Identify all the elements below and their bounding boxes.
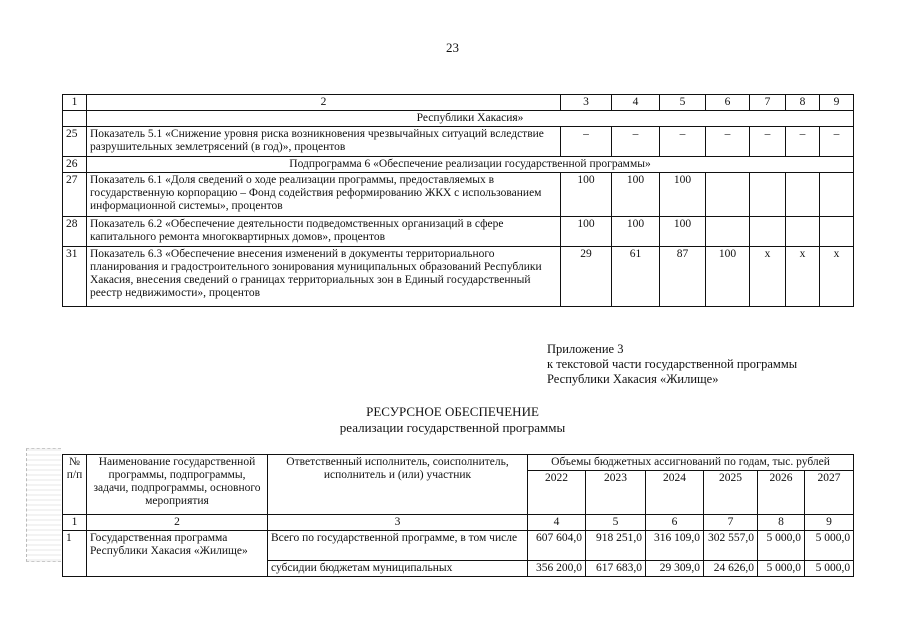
- year-cell: 2025: [704, 471, 758, 515]
- index-row: [63, 515, 854, 531]
- header-cell: № п/п: [63, 455, 87, 515]
- appendix-caption: [547, 342, 797, 387]
- amount-cell: 5 000,0: [758, 531, 805, 561]
- indicator-name: Показатель 6.3 «Обеспечение внесения изменений в документы территориального планирования и градостроительного зонирования муниципальных образований Республики Хакасия, внесения сведений о границах территориальных зон в Единый государственный реестр недвижимости», процентов: [87, 247, 561, 307]
- value-cell: 100: [561, 217, 612, 247]
- header-cell: 2: [87, 95, 561, 111]
- value-cell: 100: [660, 217, 706, 247]
- value-cell: [706, 173, 750, 217]
- index-cell: 8: [758, 515, 805, 531]
- header-cell: Ответственный исполнитель, соисполнитель, исполнитель и (или) участник: [268, 455, 528, 515]
- index-cell: 2: [87, 515, 268, 531]
- value-cell: –: [820, 127, 854, 157]
- table-row: [63, 217, 854, 247]
- year-cell: 2024: [646, 471, 704, 515]
- row-number: 27: [63, 173, 87, 217]
- amount-cell: 356 200,0: [528, 561, 586, 577]
- executor-cell: Всего по государственной программе, в том числе: [268, 531, 528, 561]
- appendix-line: к текстовой части государственной программы: [547, 357, 798, 371]
- indicators-table: [62, 94, 854, 307]
- table-header-row: [63, 455, 854, 471]
- header-cell: Объемы бюджетных ассигнований по годам, тыс. рублей: [528, 455, 854, 471]
- section-continuation-row: [63, 111, 854, 127]
- value-cell: [786, 173, 820, 217]
- indicator-name: Показатель 6.2 «Обеспечение деятельности подведомственных организаций в сфере капитального ремонта многоквартирных домов», процентов: [87, 217, 561, 247]
- appendix-line: Приложение 3: [547, 342, 624, 356]
- header-cell: 7: [750, 95, 786, 111]
- value-cell: –: [561, 127, 612, 157]
- row-number: 26: [63, 157, 87, 173]
- appendix-line: Республики Хакасия «Жилище»: [547, 372, 719, 386]
- amount-cell: 29 309,0: [646, 561, 704, 577]
- header-cell: 3: [561, 95, 612, 111]
- amount-cell: 316 109,0: [646, 531, 704, 561]
- value-cell: 100: [612, 173, 660, 217]
- value-cell: [786, 217, 820, 247]
- value-cell: 87: [660, 247, 706, 307]
- section-row: [63, 157, 854, 173]
- section-title: Подпрограмма 6 «Обеспечение реализации государственной программы»: [87, 157, 854, 173]
- year-cell: 2023: [586, 471, 646, 515]
- row-number: 31: [63, 247, 87, 307]
- value-cell: [750, 173, 786, 217]
- header-cell: 6: [706, 95, 750, 111]
- value-cell: x: [786, 247, 820, 307]
- table-row: [63, 531, 854, 561]
- value-cell: x: [750, 247, 786, 307]
- row-number: 25: [63, 127, 87, 157]
- indicator-name: Показатель 5.1 «Снижение уровня риска возникновения чрезвычайных ситуаций вследствие разрушительных землетрясений (в год)», процентов: [87, 127, 561, 157]
- value-cell: [706, 217, 750, 247]
- value-cell: [820, 173, 854, 217]
- amount-cell: 607 604,0: [528, 531, 586, 561]
- index-cell: 6: [646, 515, 704, 531]
- value-cell: [750, 217, 786, 247]
- index-cell: 7: [704, 515, 758, 531]
- title-line: РЕСУРСНОЕ ОБЕСПЕЧЕНИЕ: [366, 404, 539, 419]
- value-cell: 100: [612, 217, 660, 247]
- margin-stamp: [26, 448, 61, 562]
- header-cell: 5: [660, 95, 706, 111]
- amount-cell: 5 000,0: [805, 531, 854, 561]
- year-cell: 2027: [805, 471, 854, 515]
- header-cell: Наименование государственной программы, подпрограммы, задачи, подпрограммы, основного мероприятия: [87, 455, 268, 515]
- amount-cell: 617 683,0: [586, 561, 646, 577]
- table-row: [63, 173, 854, 217]
- table-row: [63, 247, 854, 307]
- amount-cell: 5 000,0: [805, 561, 854, 577]
- value-cell: 100: [561, 173, 612, 217]
- header-cell: 4: [612, 95, 660, 111]
- value-cell: 100: [706, 247, 750, 307]
- row-number: 28: [63, 217, 87, 247]
- value-cell: 100: [660, 173, 706, 217]
- index-cell: 9: [805, 515, 854, 531]
- title-line: реализации государственной программы: [339, 420, 566, 435]
- executor-cell: субсидии бюджетам муниципальных: [268, 561, 528, 577]
- amount-cell: 24 626,0: [704, 561, 758, 577]
- amount-cell: 918 251,0: [586, 531, 646, 561]
- amount-cell: 5 000,0: [758, 561, 805, 577]
- header-cell: 8: [786, 95, 820, 111]
- program-name: Государственная программа Республики Хакасия «Жилище»: [87, 531, 268, 577]
- resources-table: [62, 454, 854, 577]
- table-row: [63, 127, 854, 157]
- year-cell: 2022: [528, 471, 586, 515]
- indicator-name: Показатель 6.1 «Доля сведений о ходе реализации программы, предоставляемых в государственную корпорацию – Фонд содействия реформированию ЖКХ с использованием информационной системы», процентов: [87, 173, 561, 217]
- document-title: [0, 404, 905, 436]
- value-cell: [820, 217, 854, 247]
- index-cell: 1: [63, 515, 87, 531]
- value-cell: –: [612, 127, 660, 157]
- value-cell: 61: [612, 247, 660, 307]
- value-cell: –: [750, 127, 786, 157]
- value-cell: –: [786, 127, 820, 157]
- value-cell: x: [820, 247, 854, 307]
- value-cell: –: [706, 127, 750, 157]
- section-title: Республики Хакасия»: [87, 111, 854, 127]
- year-cell: 2026: [758, 471, 805, 515]
- header-cell: 1: [63, 95, 87, 111]
- value-cell: 29: [561, 247, 612, 307]
- index-cell: 3: [268, 515, 528, 531]
- table-header-row: [63, 95, 854, 111]
- amount-cell: 302 557,0: [704, 531, 758, 561]
- row-number: 1: [63, 531, 87, 577]
- index-cell: 4: [528, 515, 586, 531]
- header-cell: 9: [820, 95, 854, 111]
- value-cell: –: [660, 127, 706, 157]
- index-cell: 5: [586, 515, 646, 531]
- page-number: 23: [446, 40, 459, 55]
